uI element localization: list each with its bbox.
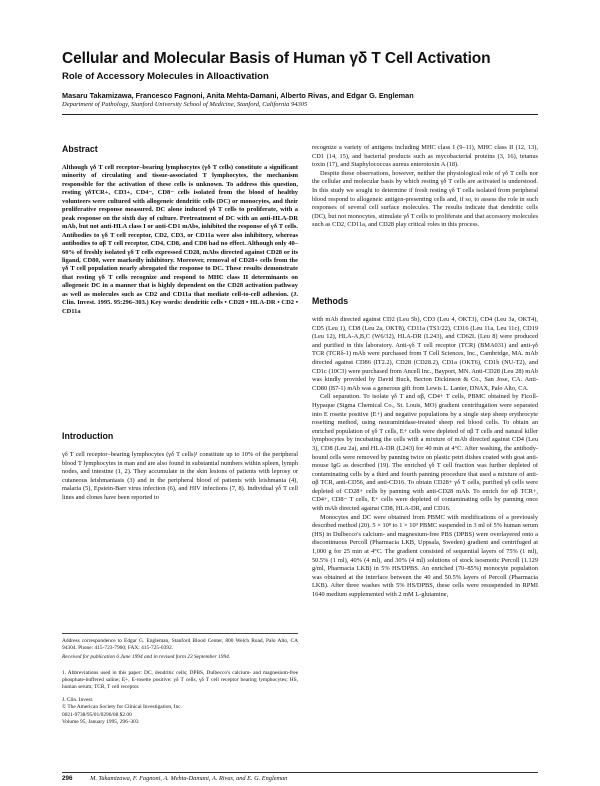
page-number: 296 [62,775,73,782]
methods-section [312,316,538,600]
article-title: Cellular and Molecular Basis of Human γδ T Cell Activation [62,50,491,67]
header-rule [62,114,538,115]
right-column-intro [312,144,538,230]
methods-paragraph-2: Cell separation. To isolate γδ T and αβ, CD4+ T cells, PBMC obtained by Ficoll-Hypaque (Sigma Chemical Co., St. Louis, MO) gradient centrifugation were separated into E rosette positive (E+) and negative populations by a single step sheep erythrocyte rosetting method, using neuraminidase-treated sheep red blood cells. To obtain an enriched population of γδ T cells, E+ cells were depleted of αβ T cells and natural killer lymphocytes by incubating the cells with a mixture of mAb directed against CD4 (Leu 3), CD8 (Leu 2a), and HLA-DR (L243) for 40 min at 4°C. After washing, the antibody-bound cells were removed by panning twice on plastic petri dishes coated with goat anti-mouse IgG as described (19). The enriched γδ T cell fraction was further depleted of contaminating cells by a third and fourth panning procedure that used a mixture of anti-αβ TCR, anti-CD56, and anti-CD16. To obtain CD28+ γδ T cells, purified γδ cells were depleted of CD28+ cells by panning with anti-CD28 mAb. To enrich for αβ TCR+, CD4+, CD8− T cells, E+ cells were depleted of contaminating cells by panning once with mAb directed against CD8, HLA-DR, and CD16. [312,393,538,513]
article-subtitle: Role of Accessory Molecules in Alloactivation [62,71,269,82]
abstract-heading: Abstract [62,144,98,154]
received-note: Received for publication 6 June 1994 and in revised form 23 September 1994. [62,654,231,661]
correspondence-note: Address correspondence to Edgar G. Engleman, Stanford Blood Center, 800 Welch Road, Palo Alto, CA 94304. Phone: 415-723-7960; FAX: 415-725-0392. [62,638,298,652]
intro-continued-text: recognize a variety of antigens including MHC class I (9–11), MHC class II (12, 13), CD1 (14, 15), and bacterial products such as mycobacterial proteins (3, 16), tetanus toxin (17), and Staphylococcus aureus enterotoxin A (18). [312,144,538,169]
journal-line: © The American Society for Clinical Investigation, Inc. [62,704,183,711]
affiliation: Department of Pathology, Stanford University School of Medicine, Stanford, California 94305 [62,101,308,108]
footer-authors: M. Takamizawa, F. Fagnoni, A. Mehta-Damani, A. Rivas, and E. G. Engleman [90,775,288,782]
introduction-section [62,451,298,503]
footnote-block [62,638,298,726]
methods-paragraph-3: Monocytes and DC were obtained from PBMC with modifications of a previously described method (20). 5 × 10⁸ to 1 × 10⁹ PBMC suspended in 3 ml of 5% human serum (HS) in Dulbecco's calcium- and magnesium-free PBS (DPBS) were overlayered onto a discontinuous Percoll (Pharmacia LKB, Uppsala, Sweden) gradient and centrifuged at 1,000 g for 25 min at 4°C. The gradient consisted of sequential layers of 75% (1 ml), 50.5% (1 ml), 40% (4 ml), and 30% (4 ml) solutions of stock isosmotic Percoll (1.129 g/ml, Pharmacia LKB) in 5% HS/DPBS. An enriched (70–85%) monocyte population was obtained at the interface between the 40 and 50.5% layers of Percoll (Pharmacia LKB). After three washes with 5% HS/DPBS, these cells were resuspended in RPMI 1640 medium supplemented with 2 mM L-glutamine, [312,513,538,598]
author-list: Masaru Takamizawa, Francesco Fagnoni, Anita Mehta-Damani, Alberto Rivas, and Edgar G. Engleman [62,91,414,100]
methods-heading: Methods [312,296,349,306]
page-footer [62,774,538,783]
intro-paragraph-2: Despite these observations, however, neither the physiological role of γδ T cells nor the cellular and molecular basis by which resting γδ T cells are activated is understood. In this study we sought to determine if fresh resting γδ T cells isolated from peripheral blood respond to allogeneic antigen-presenting cells and, if so, to assess the role in such responses of several cell surface molecules. The results indicate that dendritic cells (DC), but not monocytes, stimulate γδ T cells to proliferate and that accessory molecules such as CD2, CD11a, and CD28 play critical roles in this process. [312,169,538,229]
introduction-text: γδ T cell receptor–bearing lymphocytes (γδ T cells)¹ constitute up to 10% of the peripheral blood T lymphocytes in man and are also found in substantial numbers within spleen, lymph nodes, and intestine (1, 2). They accumulate in the skin lesions of patients with leprosy or cutaneous leishmaniasis (3) and in the peripheral blood of patients with leishmania (4), malaria (5), Epstein-Barr virus infection (6), and HIV infections (7, 8). Individual γδ T cell lines and clones have been reported to [62,451,298,501]
journal-line: J. Clin. Invest. [62,697,94,704]
abstract-text: Although γδ T cell receptor–bearing lymphocytes (γδ T cells) constitute a significant minority of circulating and tissue-associated T lymphocytes, the mechanism responsible for the activation of these cells is unknown. To address this question, resting γδTCR+, CD3+, CD4−, CD8− cells isolated from the blood of healthy volunteers were cultured with allogeneic dendritic cells (DC) or monocytes, and their proliferative response measured. DC alone induced γδ T cells to proliferate, with a peak response on the sixth day of culture. Pretreatment of DC with an anti-HLA-DR mAb, but not anti-HLA class I or anti-CD1 mAbs, inhibited the response of γδ T cells. Antibodies to γδ T cell receptor, CD2, CD3, or CD11a were also inhibitory, whereas antibodies to αβ T cell receptor, CD4, CD8, and CD8 had no effect. Although only 40–60% of freshly isolated γδ T cells expressed CD28, mAbs directed against CD28 or its ligand, CD80, were markedly inhibitory. Moreover, removal of CD28+ cells from the γδ T cell population nearly abrogated the response to DC. These results demonstrate that resting γδ T cells recognize and respond to MHC class II determinants on allogeneic DC in a manner that is highly dependent on the CD28 activation pathway as well as molecules such as CD2 and CD11a that mediate cell-to-cell adhesion. (J. Clin. Invest. 1995. 95:296–303.) Key words: dendritic cells • CD28 • HLA-DR • CD2 • CD11a [62,164,298,315]
journal-line: 0021-9738/95/01/0296/08 $2.00 [62,711,132,718]
footnote-rule [62,633,298,634]
abstract-section [62,164,298,316]
methods-paragraph-1: with mAb directed against CD2 (Leu 5b), CD3 (Leu 4, OKT3), CD4 (Leu 3a, OKT4), CD5 (Leu 1), CD8 (Leu 2a, OKT8), CD11a (TS1/22), CD16 (Leu 11a, Leu 11c), CD19 (Leu 12), HLA-A,B,C (W6/32), HLA-DR (L243), and CD62L (Leu 8) were produced and purified in this laboratory. Anti-γδ T cell receptor (TCR) (BMA031) and anti-γδ TCR (TCRδ-1) mAb were purchased from T Cell Sciences, Inc., Cambridge, MA. mAb directed against CD86 (IT2.2), CD28 (CD28.2), CD1a (OKT6), CD1b (NU-T2), and CD1c (10C3) were purchased from Ancell Inc., Bayport, MN. Anti-CD28 (Leu 28) mAb was kindly provided by David Buck, Becton Dickinson & Co., San Jose, CA. Anti-CD80 (B7-1) mAb was a generous gift from Lewis L. Lanier, DNAX, Palo Alto, CA. [312,316,538,392]
journal-line: Volume 95, January 1995, 296–303 [62,718,139,725]
introduction-heading: Introduction [62,431,114,441]
abbreviations-note: 1. Abbreviations used in this paper: DC, dendritic cells; DPBS, Dulbecco's calcium- and magnesium-free phosphate-buffered saline; E+, E-rosette positive; γδ T cells, γδ T cell receptor bearing lymphocytes; HS, human serum; TCR, T cell receptor. [62,669,298,691]
footer-rule [62,772,538,773]
